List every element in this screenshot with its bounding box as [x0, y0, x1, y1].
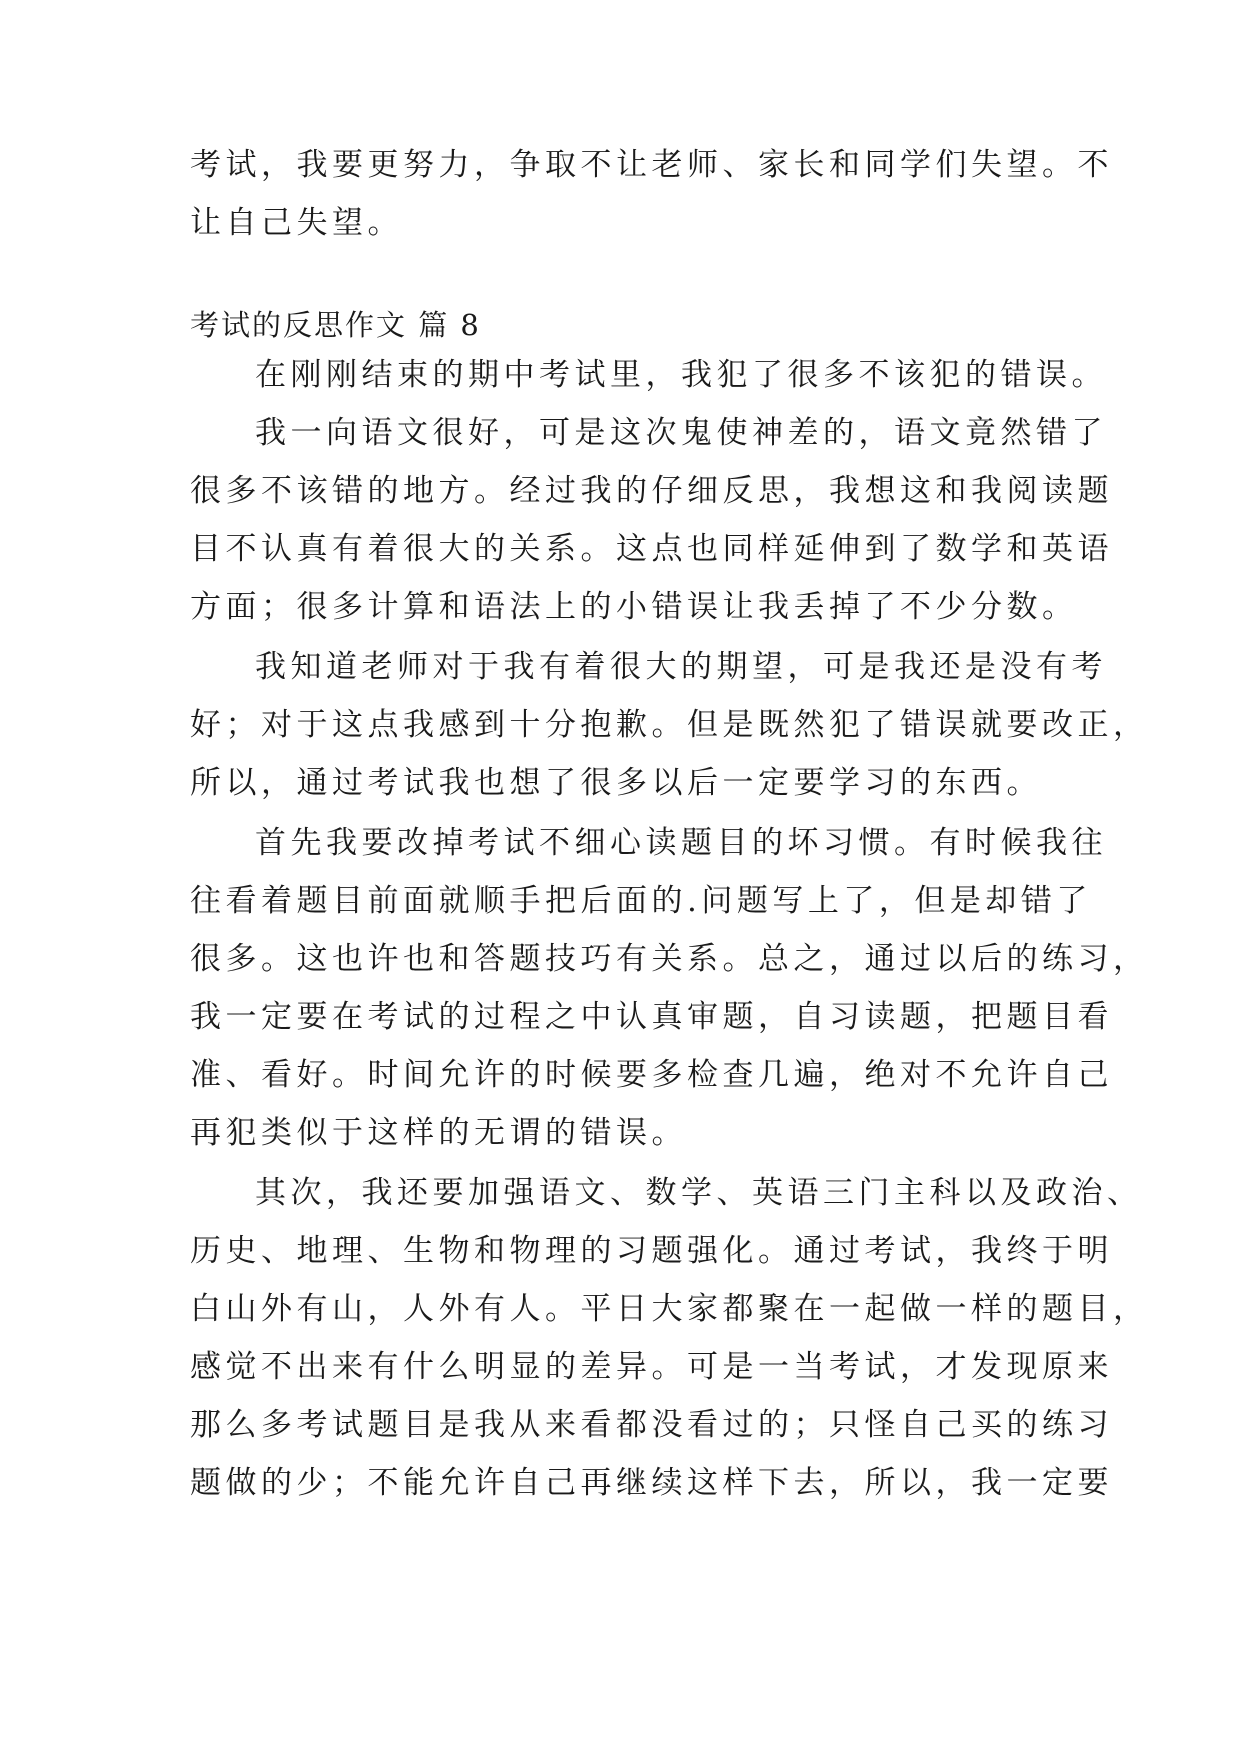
- paragraph-4-line-2: 往看着题目前面就顺手把后面的.问题写上了，但是却错了: [190, 883, 1092, 919]
- continuation-line-2: 让自己失望。: [190, 205, 403, 241]
- paragraph-1-line-1: 在刚刚结束的期中考试里，我犯了很多不该犯的错误。: [255, 357, 1107, 393]
- paragraph-3-line-3: 所以，通过考试我也想了很多以后一定要学习的东西。: [190, 765, 1042, 801]
- paragraph-4-line-3: 很多。这也许也和答题技巧有关系。总之，通过以后的练习，: [190, 941, 1149, 977]
- paragraph-5-line-6: 题做的少；不能允许自己再继续这样下去，所以，我一定要: [190, 1465, 1113, 1501]
- paragraph-4-line-1: 首先我要改掉考试不细心读题目的坏习惯。有时候我往: [255, 825, 1107, 861]
- paragraph-5-line-2: 历史、地理、生物和物理的习题强化。通过考试，我终于明: [190, 1233, 1113, 1269]
- paragraph-5-line-1: 其次，我还要加强语文、数学、英语三门主科以及政治、: [255, 1175, 1143, 1211]
- paragraph-4-line-6: 再犯类似于这样的无谓的错误。: [190, 1115, 687, 1151]
- paragraph-2-line-1: 我一向语文很好，可是这次鬼使神差的，语文竟然错了: [255, 415, 1107, 451]
- section-heading: 考试的反思作文 篇 8: [190, 308, 481, 342]
- paragraph-4-line-5: 准、看好。时间允许的时候要多检查几遍，绝对不允许自己: [190, 1057, 1113, 1093]
- paragraph-2-line-4: 方面；很多计算和语法上的小错误让我丢掉了不少分数。: [190, 589, 1078, 625]
- paragraph-2-line-3: 目不认真有着很大的关系。这点也同样延伸到了数学和英语: [190, 531, 1113, 567]
- continuation-line-1: 考试，我要更努力，争取不让老师、家长和同学们失望。不: [190, 147, 1113, 183]
- paragraph-5-line-5: 那么多考试题目是我从来看都没看过的；只怪自己买的练习: [190, 1407, 1113, 1443]
- paragraph-2-line-2: 很多不该错的地方。经过我的仔细反思，我想这和我阅读题: [190, 473, 1113, 509]
- paragraph-3-line-1: 我知道老师对于我有着很大的期望，可是我还是没有考: [255, 649, 1107, 685]
- paragraph-5-line-3: 白山外有山，人外有人。平日大家都聚在一起做一样的题目，: [190, 1291, 1149, 1327]
- paragraph-4-line-4: 我一定要在考试的过程之中认真审题，自习读题，把题目看: [190, 999, 1113, 1035]
- paragraph-3-line-2: 好；对于这点我感到十分抱歉。但是既然犯了错误就要改正，: [190, 707, 1149, 743]
- paragraph-5-line-4: 感觉不出来有什么明显的差异。可是一当考试，才发现原来: [190, 1349, 1113, 1385]
